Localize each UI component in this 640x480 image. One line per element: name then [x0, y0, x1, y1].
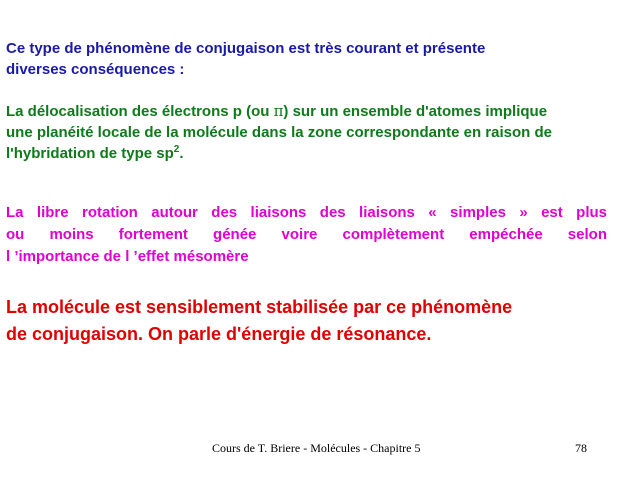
rotation-line-2: ou moins fortement génée voire complètement empéchée selon — [6, 226, 607, 243]
stabilisation-paragraph — [6, 294, 626, 348]
delocalisation-line-1-start: La délocalisation des électrons p (ou — [6, 103, 274, 120]
delocalisation-line-3-start: l'hybridation de type sp — [6, 145, 174, 162]
rotation-line-1: La libre rotation autour des liaisons des liaisons « simples » est plus — [6, 204, 607, 221]
rotation-line-3: l ’importance de l ’effet mésomère — [6, 248, 249, 265]
stabilisation-line-1: La molécule est sensiblement stabilisée par ce phénomène — [6, 297, 513, 317]
footer-page-number: 78 — [575, 441, 587, 455]
stabilisation-line-2: de conjugaison. On parle d'énergie de résonance. — [6, 324, 432, 344]
delocalisation-paragraph — [6, 101, 640, 164]
intro-line-2: diverses conséquences : — [6, 61, 185, 78]
delocalisation-line-1-end: ) sur un ensemble d'atomes implique — [283, 103, 548, 120]
intro-line-1: Ce type de phénomène de conjugaison est très courant et présente — [6, 40, 486, 57]
pi-symbol: π — [273, 102, 284, 120]
superscript-2: 2 — [173, 144, 180, 155]
delocalisation-line-3-end: . — [179, 145, 184, 162]
rotation-paragraph — [6, 202, 607, 268]
footer-course-title: Cours de T. Briere - Molécules - Chapitre 5 — [212, 441, 421, 455]
delocalisation-line-2: une planéité locale de la molécule dans la zone correspondante en raison de — [6, 124, 552, 141]
intro-paragraph — [6, 38, 606, 80]
